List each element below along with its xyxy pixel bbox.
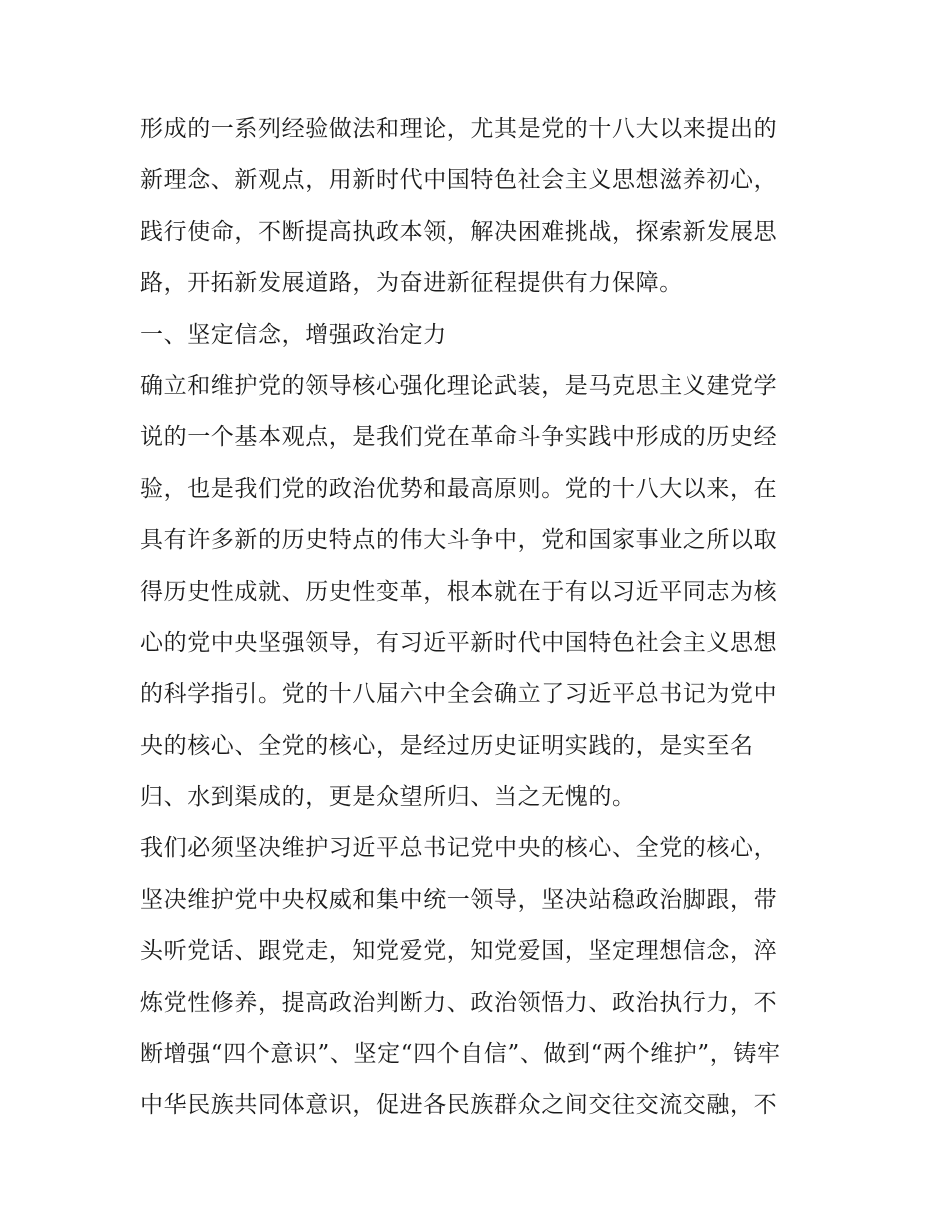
text-line: 确立和维护党的领导核心强化理论武装，是马克思主义建党学 xyxy=(140,372,778,399)
text-line: 路，开拓新发展道路，为奋进新征程提供有力保障。 xyxy=(140,270,683,297)
text-line: 形成的一系列经验做法和理论，尤其是党的十八大以来提出的 xyxy=(140,116,778,142)
text-line: 头听党话、跟党走，知党爱党，知党爱国，坚定理想信念，淬 xyxy=(140,938,778,965)
text-line: 心的党中央坚强领导，有习近平新时代中国特色社会主义思想 xyxy=(140,629,778,656)
text-line: 的科学指引。党的十八届六中全会确立了习近平总书记为党中 xyxy=(140,681,778,708)
text-line: 炼党性修养，提高政治判断力、政治领悟力、政治执行力，不 xyxy=(140,989,778,1016)
text-line: 验，也是我们党的政治优势和最高原则。党的十八大以来，在 xyxy=(140,475,778,502)
text-line: 归、水到渠成的，更是众望所归、当之无愧的。 xyxy=(140,784,636,811)
text-line: 具有许多新的历史特点的伟大斗争中，党和国家事业之所以取 xyxy=(140,527,778,554)
text-line: 我们必须坚决维护习近平总书记党中央的核心、全党的核心， xyxy=(140,835,778,862)
text-line: 说的一个基本观点，是我们党在革命斗争实践中形成的历史经 xyxy=(140,424,778,451)
text-line: 新理念、新观点，用新时代中国特色社会主义思想滋养初心， xyxy=(140,167,778,194)
section-heading: 一、坚定信念，增强政治定力 xyxy=(140,321,447,348)
text-line: 得历史性成就、历史性变革，根本就在于有以习近平同志为核 xyxy=(140,578,778,605)
text-line: 坚决维护党中央权威和集中统一领导，坚决站稳政治脚跟，带 xyxy=(140,886,778,913)
text-line: 央的核心、全党的核心，是经过历史证明实践的，是实至名 xyxy=(140,732,754,759)
text-line: 断增强“四个意识”、坚定“四个自信”、做到“两个维护”，铸牢 xyxy=(140,1041,781,1068)
text-line: 中华民族共同体意识，促进各民族群众之间交往交流交融，不 xyxy=(140,1092,778,1119)
text-line: 践行使命，不断提高执政本领，解决困难挑战，探索新发展思 xyxy=(140,218,778,245)
document-body xyxy=(140,104,820,1132)
